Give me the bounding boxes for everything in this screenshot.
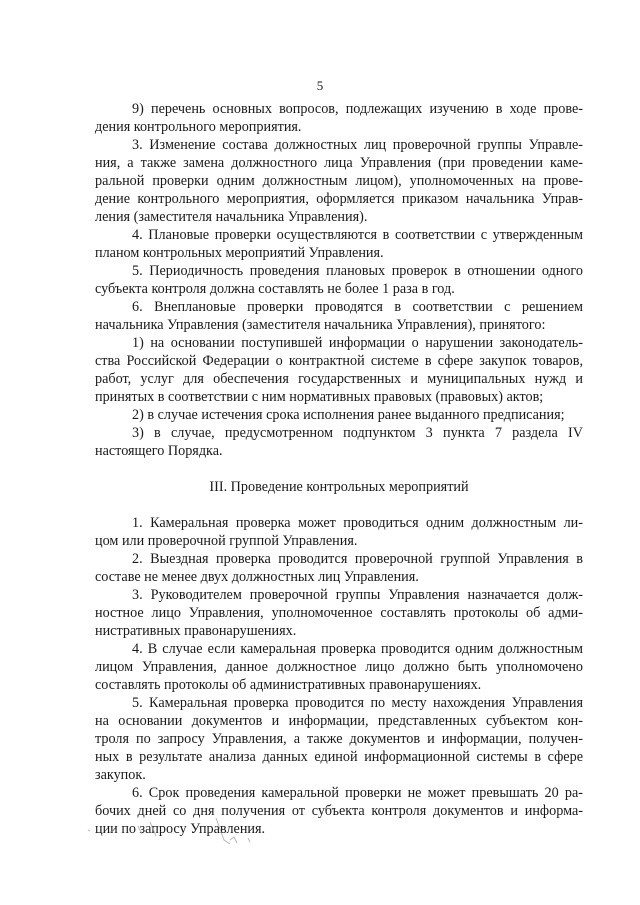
text-line: 3. Изменение состава должностных лиц проверочной группы Управле- bbox=[132, 137, 583, 153]
text-line: планом контрольных мероприятий Управления. bbox=[95, 245, 384, 261]
section-paragraph-3 bbox=[95, 586, 583, 640]
text-line: цом или проверочной группой Управления. bbox=[95, 533, 358, 549]
text-line: принятых в соответствии с ним нормативных правовых (правовых) актов; bbox=[95, 389, 544, 405]
text-line: дение контрольного мероприятия, оформляется приказом начальника Управ- bbox=[95, 191, 583, 207]
text-line: 4. Плановые проверки осуществляются в соответствии с утвержденным bbox=[132, 227, 583, 243]
spacer bbox=[95, 496, 583, 514]
text-line: работ, услуг для обеспечения государственных и муниципальных нужд и bbox=[95, 371, 583, 387]
scan-marks bbox=[80, 810, 280, 860]
text-line: ления (заместителя начальника Управления). bbox=[95, 209, 368, 225]
text-line: 1) на основании поступившей информации о нарушении законодатель- bbox=[132, 335, 583, 351]
text-line: настоящего Порядка. bbox=[95, 443, 223, 459]
text-line: ства Российской Федерации о контрактной системе в сфере закупок товаров, bbox=[95, 353, 583, 369]
text-line: 6. Внеплановые проверки проводятся в соответствии с решением bbox=[132, 299, 583, 315]
page-number: 5 bbox=[316, 78, 324, 93]
text-line: 9) перечень основных вопросов, подлежащих изучению в ходе прове- bbox=[132, 101, 583, 117]
text-line: 2) в случае истечения срока исполнения ранее выданного предписания; bbox=[132, 407, 565, 423]
paragraph-6-item-1 bbox=[95, 334, 583, 406]
section-heading: III. Проведение контрольных мероприятий bbox=[209, 479, 469, 495]
text-line: 3. Руководителем проверочной группы Управления назначается долж- bbox=[132, 587, 583, 603]
text-line: начальника Управления (заместителя начальника Управления), принятого: bbox=[95, 317, 546, 333]
text-line: составлять протоколы об административных правонарушениях. bbox=[95, 677, 482, 693]
paragraph-item-9 bbox=[95, 100, 583, 136]
text-line: ных в результате анализа данных единой информационной системы в сфере bbox=[95, 749, 583, 765]
text-line: ции по запросу Управления. bbox=[95, 821, 266, 837]
text-line: лицом Управления, данное должностное лицо должно быть уполномочено bbox=[95, 659, 583, 675]
paragraph-6-item-2 bbox=[95, 406, 583, 424]
spacer bbox=[95, 460, 583, 478]
section-paragraph-1 bbox=[95, 514, 583, 550]
text-line: ностное лицо Управления, уполномоченное составлять протоколы об адми- bbox=[95, 605, 583, 621]
text-line: субъекта контроля должна составлять не более 1 раза в год. bbox=[95, 281, 455, 297]
paragraph-6 bbox=[95, 298, 583, 334]
text-line: 1. Камеральная проверка может проводиться одним должностным ли- bbox=[132, 515, 583, 531]
text-line: на основании документов и информации, представленных субъектом кон- bbox=[95, 713, 583, 729]
text-line: ния, а также замена должностного лица Управления (при проведении каме- bbox=[95, 155, 583, 171]
text-line: нистративных правонарушениях. bbox=[95, 623, 297, 639]
section-paragraph-5 bbox=[95, 694, 583, 784]
text-line: дения контрольного мероприятия. bbox=[95, 119, 302, 135]
paragraph-5 bbox=[95, 262, 583, 298]
text-line: составе не менее двух должностных лиц Управления. bbox=[95, 569, 419, 585]
text-line: 4. В случае если камеральная проверка проводится одним должностным bbox=[132, 641, 583, 657]
section-paragraph-4 bbox=[95, 640, 583, 694]
paragraph-6-item-3 bbox=[95, 424, 583, 460]
section-paragraph-2 bbox=[95, 550, 583, 586]
text-line: 5. Камеральная проверка проводится по месту нахождения Управления bbox=[132, 695, 583, 711]
text-line: ральной проверки одним должностным лицом), уполномоченных на прове- bbox=[95, 173, 583, 189]
paragraph-4 bbox=[95, 226, 583, 262]
text-line: 3) в случае, предусмотренном подпунктом 3 пункта 7 раздела IV bbox=[132, 425, 583, 441]
text-line: 2. Выездная проверка проводится проверочной группой Управления в bbox=[132, 551, 583, 567]
text-line: бочих дней со дня получения от субъекта контроля документов и информа- bbox=[95, 803, 583, 819]
text-line: 6. Срок проведения камеральной проверки не может превышать 20 ра- bbox=[132, 785, 583, 801]
text-line: троля по запросу Управления, а также документов и информации, получен- bbox=[95, 731, 583, 747]
paragraph-3 bbox=[95, 136, 583, 226]
text-line: закупок. bbox=[95, 767, 146, 783]
text-line: 5. Периодичность проведения плановых проверок в отношении одного bbox=[132, 263, 583, 279]
document-body bbox=[95, 100, 583, 838]
